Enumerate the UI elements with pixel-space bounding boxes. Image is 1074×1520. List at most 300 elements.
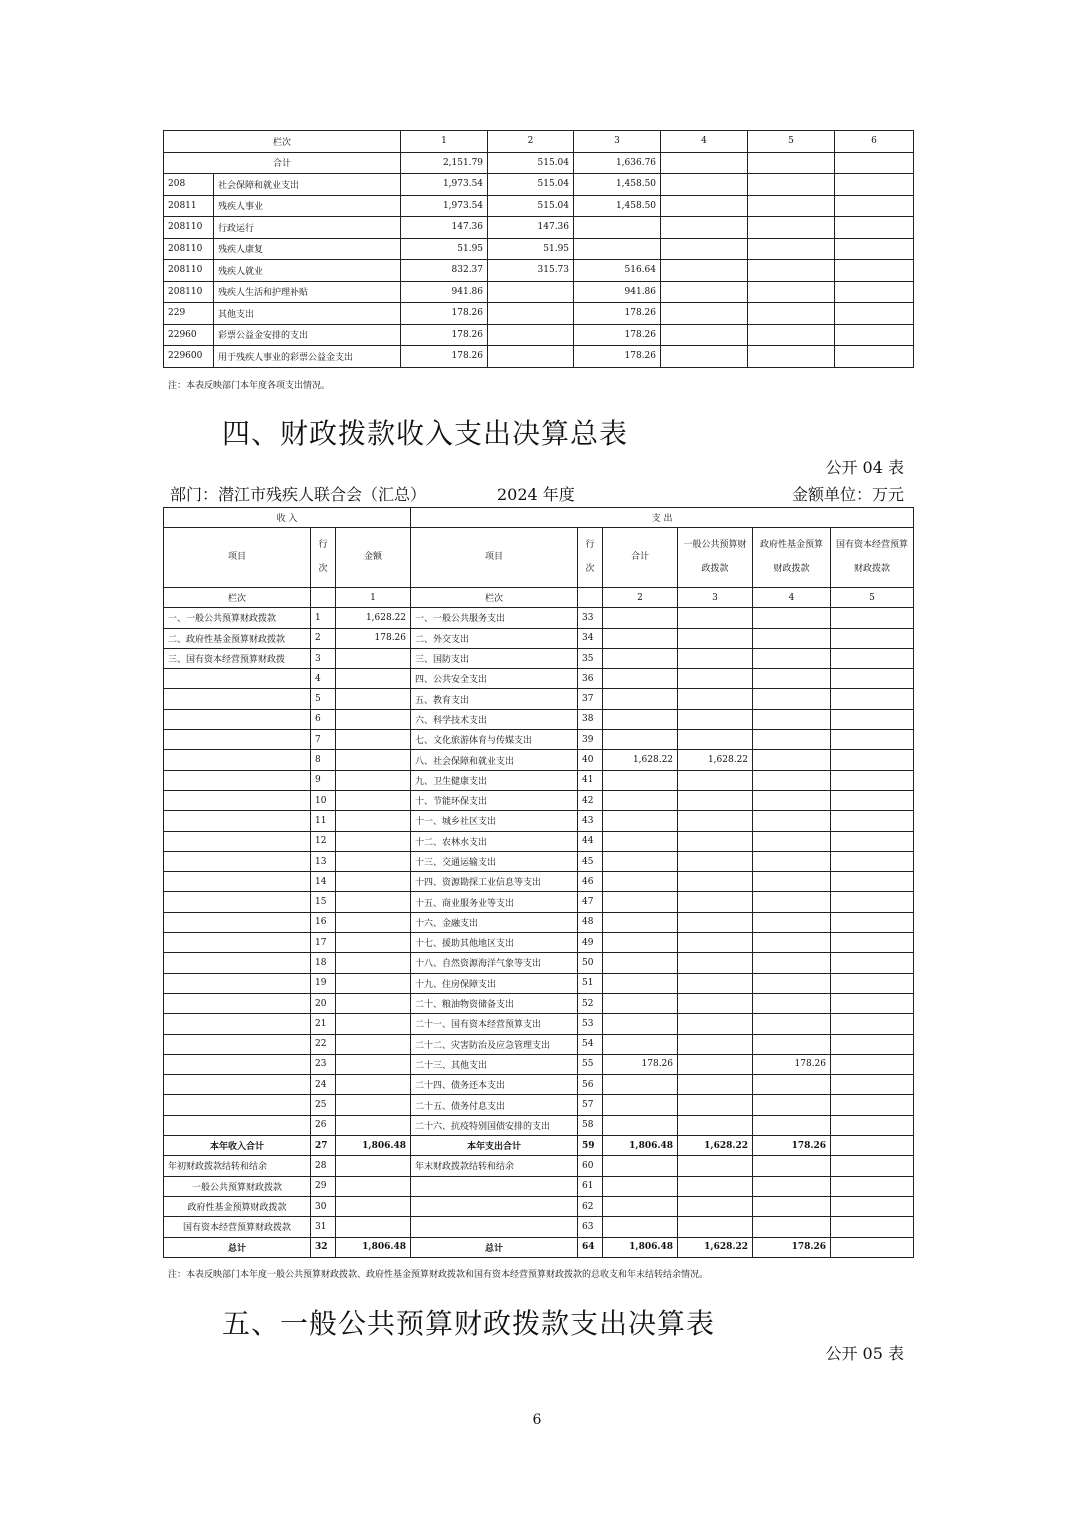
expense-value (753, 933, 831, 953)
expense-value (753, 628, 831, 648)
expense-value (678, 1095, 753, 1115)
income-item (164, 730, 311, 750)
expense-value (753, 912, 831, 932)
item-value: 147.36 (488, 217, 574, 239)
income-item (164, 750, 311, 770)
expense-value (678, 1196, 753, 1216)
expense-value (831, 1034, 914, 1054)
item-code: 208110 (164, 217, 214, 239)
form-number: 公开 04 表 (825, 458, 904, 477)
item-value (748, 195, 835, 217)
income-item (164, 973, 311, 993)
table-row (164, 892, 914, 912)
expense-value (753, 730, 831, 750)
item-value (661, 174, 748, 196)
expense-value (753, 689, 831, 709)
income-amount (336, 750, 411, 770)
expense-value (678, 669, 753, 689)
expense-value (831, 1136, 914, 1156)
income-item (164, 953, 311, 973)
expense-item: 十九、住房保障支出 (411, 973, 578, 993)
expense-value (678, 770, 753, 790)
income-item (164, 831, 311, 851)
item-code: 20811 (164, 195, 214, 217)
income-item (164, 790, 311, 810)
item-value (661, 260, 748, 282)
item-value (748, 281, 835, 303)
expense-value (603, 912, 678, 932)
item-value: 1,458.50 (574, 195, 661, 217)
expense-value (603, 608, 678, 628)
income-line: 8 (311, 750, 336, 770)
item-code: 229 (164, 303, 214, 325)
income-amount: 178.26 (336, 628, 411, 648)
table-row (164, 131, 914, 153)
expense-item: 五、教育支出 (411, 689, 578, 709)
expense-line: 39 (578, 730, 603, 750)
item-value (661, 217, 748, 239)
expense-value (831, 1237, 914, 1257)
income-amount (336, 770, 411, 790)
expense-value (678, 973, 753, 993)
income-amount (336, 1095, 411, 1115)
expense-value (831, 1196, 914, 1216)
expense-value (831, 872, 914, 892)
expense-line: 46 (578, 872, 603, 892)
expense-value (831, 1217, 914, 1237)
table-row (164, 608, 914, 628)
expense-value (753, 811, 831, 831)
expense-value: 178.26 (753, 1054, 831, 1074)
total-label: 合计 (164, 152, 401, 174)
expense-value: 1,806.48 (603, 1136, 678, 1156)
income-amount (336, 993, 411, 1013)
table-cell (311, 588, 336, 608)
table-row (164, 831, 914, 851)
table-row (164, 1176, 914, 1196)
item-value: 51.95 (488, 238, 574, 260)
expense-value (678, 831, 753, 851)
table-row (164, 933, 914, 953)
expense-value (753, 1014, 831, 1034)
expense-value (603, 1075, 678, 1095)
income-amount (336, 1054, 411, 1074)
expense-item: 二、外交支出 (411, 628, 578, 648)
total-value (748, 152, 835, 174)
income-amount (336, 1196, 411, 1216)
total-value (661, 152, 748, 174)
item-value: 941.86 (574, 281, 661, 303)
expense-value (753, 770, 831, 790)
table-row (164, 1054, 914, 1074)
expense-value (831, 790, 914, 810)
expense-value (678, 1014, 753, 1034)
expense-value (603, 811, 678, 831)
expense-value: 1,628.22 (603, 750, 678, 770)
income-line: 12 (311, 831, 336, 851)
table-row (164, 1217, 914, 1237)
expense-value (678, 892, 753, 912)
expense-item: 十三、交通运输支出 (411, 851, 578, 871)
expense-value (678, 872, 753, 892)
income-amount (336, 851, 411, 871)
expense-value (603, 993, 678, 1013)
expense-value (753, 669, 831, 689)
item-name: 残疾人就业 (214, 260, 401, 282)
table-row (164, 953, 914, 973)
item-value (835, 346, 914, 368)
table-row (164, 303, 914, 325)
year-label: 2024 年度 (497, 485, 575, 504)
income-amount (336, 1176, 411, 1196)
table-row (164, 973, 914, 993)
item-value: 941.86 (401, 281, 488, 303)
expense-value (831, 770, 914, 790)
expense-value (831, 628, 914, 648)
income-item: 三、国有资本经营预算财政拨 (164, 648, 311, 668)
expense-item: 十六、金融支出 (411, 912, 578, 932)
item-value: 178.26 (574, 346, 661, 368)
item-value (835, 195, 914, 217)
column-header: 6 (835, 131, 914, 153)
expense-value: 1,806.48 (603, 1237, 678, 1257)
expense-header: 支 出 (411, 508, 914, 528)
table-row (164, 238, 914, 260)
income-amount (336, 730, 411, 750)
income-item (164, 811, 311, 831)
expense-item: 二十三、其他支出 (411, 1054, 578, 1074)
income-amount (336, 648, 411, 668)
income-line: 13 (311, 851, 336, 871)
expense-line: 53 (578, 1014, 603, 1034)
total-row (164, 152, 914, 174)
expense-value (603, 730, 678, 750)
fiscal-summary-table (163, 507, 914, 1258)
expense-item: 二十二、灾害防治及应急管理支出 (411, 1034, 578, 1054)
income-item (164, 1054, 311, 1074)
income-line: 18 (311, 953, 336, 973)
table-note: 注：本表反映部门本年度各项支出情况。 (168, 381, 331, 391)
table-row (164, 750, 914, 770)
table-row (164, 346, 914, 368)
expense-line: 61 (578, 1176, 603, 1196)
table-row (164, 709, 914, 729)
income-amount (336, 1075, 411, 1095)
table-row (164, 648, 914, 668)
item-code: 229600 (164, 346, 214, 368)
income-amount (336, 709, 411, 729)
expense-value: 178.26 (753, 1237, 831, 1257)
item-value: 516.64 (574, 260, 661, 282)
expense-value (831, 1054, 914, 1074)
income-item (164, 892, 311, 912)
expense-item: 本年支出合计 (411, 1136, 578, 1156)
expense-value (831, 851, 914, 871)
item-value (574, 238, 661, 260)
expense-line: 40 (578, 750, 603, 770)
column-header: 1 (401, 131, 488, 153)
expense-line: 49 (578, 933, 603, 953)
expense-value (831, 933, 914, 953)
item-value (748, 174, 835, 196)
item-value: 1,973.54 (401, 174, 488, 196)
colnum: 5 (831, 588, 914, 608)
expense-value (753, 1176, 831, 1196)
expense-value (603, 1034, 678, 1054)
income-line: 21 (311, 1014, 336, 1034)
expense-value (831, 1176, 914, 1196)
table-row (164, 770, 914, 790)
expense-line: 33 (578, 608, 603, 628)
expense-value (753, 953, 831, 973)
expense-value (831, 689, 914, 709)
item-value: 1,458.50 (574, 174, 661, 196)
item-name: 残疾人康复 (214, 238, 401, 260)
income-item: 总计 (164, 1237, 311, 1257)
table-row (164, 872, 914, 892)
colnum-label: 栏次 (164, 588, 311, 608)
expense-value (603, 872, 678, 892)
income-line: 27 (311, 1136, 336, 1156)
total-value: 1,636.76 (574, 152, 661, 174)
income-amount (336, 669, 411, 689)
income-item: 政府性基金预算财政拨款 (164, 1196, 311, 1216)
table-note: 注：本表反映部门本年度一般公共预算财政拨款、政府性基金预算财政拨款和国有资本经营预算财政拨款的总收支和年末结转结余情况。 (168, 1270, 709, 1280)
item-value (835, 174, 914, 196)
expense-value (678, 648, 753, 668)
col-item: 项目 (411, 528, 578, 588)
income-amount (336, 831, 411, 851)
table-row (164, 1095, 914, 1115)
item-name: 社会保障和就业支出 (214, 174, 401, 196)
col-general: 一般公共预算财政拨款 (678, 528, 753, 588)
income-line: 14 (311, 872, 336, 892)
item-value (661, 238, 748, 260)
expense-value (678, 1034, 753, 1054)
table-row (164, 1075, 914, 1095)
item-value (488, 281, 574, 303)
expense-line: 42 (578, 790, 603, 810)
expense-value (753, 993, 831, 1013)
income-line: 22 (311, 1034, 336, 1054)
table-row (164, 811, 914, 831)
expense-value (603, 790, 678, 810)
table-row (164, 1034, 914, 1054)
table-row (164, 993, 914, 1013)
expense-value (678, 953, 753, 973)
income-item (164, 770, 311, 790)
item-value (574, 217, 661, 239)
item-value (661, 195, 748, 217)
expense-line: 43 (578, 811, 603, 831)
expense-value (831, 669, 914, 689)
section-title: 五、一般公共预算财政拨款支出决算表 (222, 1307, 716, 1340)
income-line: 5 (311, 689, 336, 709)
income-line: 24 (311, 1075, 336, 1095)
item-value (661, 346, 748, 368)
income-line: 4 (311, 669, 336, 689)
item-value (748, 217, 835, 239)
expense-value (603, 1176, 678, 1196)
expense-detail-table (163, 130, 914, 368)
expense-value (831, 648, 914, 668)
colnum: 3 (678, 588, 753, 608)
item-value: 51.95 (401, 238, 488, 260)
column-header: 2 (488, 131, 574, 153)
expense-value: 1,628.22 (678, 1237, 753, 1257)
item-code: 208110 (164, 260, 214, 282)
expense-value (753, 973, 831, 993)
expense-item: 十二、农林水支出 (411, 831, 578, 851)
expense-value (831, 892, 914, 912)
colnum: 4 (753, 588, 831, 608)
expense-value (753, 1217, 831, 1237)
item-value: 178.26 (401, 324, 488, 346)
table-row (164, 689, 914, 709)
income-amount (336, 933, 411, 953)
table-cell (578, 588, 603, 608)
table-row (164, 669, 914, 689)
expense-item: 二十五、债务付息支出 (411, 1095, 578, 1115)
col-total: 合计 (603, 528, 678, 588)
expense-value (831, 1115, 914, 1135)
expense-value (603, 669, 678, 689)
item-value (488, 346, 574, 368)
expense-value (603, 1115, 678, 1135)
expense-value (678, 933, 753, 953)
expense-line: 37 (578, 689, 603, 709)
income-amount (336, 811, 411, 831)
income-amount (336, 1034, 411, 1054)
expense-value (831, 1156, 914, 1176)
col-line: 行次 (578, 528, 603, 588)
table-row (164, 1156, 914, 1176)
expense-line: 57 (578, 1095, 603, 1115)
col-item: 项目 (164, 528, 311, 588)
item-name: 用于残疾人事业的彩票公益金支出 (214, 346, 401, 368)
table-row (164, 1014, 914, 1034)
income-amount: 1,806.48 (336, 1237, 411, 1257)
expense-value: 1,628.22 (678, 750, 753, 770)
income-line: 25 (311, 1095, 336, 1115)
item-value: 1,973.54 (401, 195, 488, 217)
expense-line: 60 (578, 1156, 603, 1176)
income-line: 10 (311, 790, 336, 810)
income-item (164, 1075, 311, 1095)
expense-value (753, 851, 831, 871)
expense-value (678, 1054, 753, 1074)
expense-item: 十八、自然资源海洋气象等支出 (411, 953, 578, 973)
expense-item: 十四、资源勘探工业信息等支出 (411, 872, 578, 892)
income-item (164, 709, 311, 729)
expense-line: 44 (578, 831, 603, 851)
expense-value (603, 831, 678, 851)
income-line: 9 (311, 770, 336, 790)
income-item: 年初财政拨款结转和结余 (164, 1156, 311, 1176)
expense-item: 七、文化旅游体育与传媒支出 (411, 730, 578, 750)
expense-value (831, 730, 914, 750)
section-title: 四、财政拨款收入支出决算总表 (222, 417, 629, 450)
expense-item: 十一、城乡社区支出 (411, 811, 578, 831)
total-value: 2,151.79 (401, 152, 488, 174)
expense-value: 178.26 (753, 1136, 831, 1156)
colnum-label: 栏次 (411, 588, 578, 608)
expense-value (603, 628, 678, 648)
expense-value (831, 1095, 914, 1115)
income-line: 28 (311, 1156, 336, 1176)
expense-item: 二十四、债务还本支出 (411, 1075, 578, 1095)
item-value (661, 324, 748, 346)
expense-line: 48 (578, 912, 603, 932)
income-line: 26 (311, 1115, 336, 1135)
income-item (164, 1014, 311, 1034)
income-item (164, 872, 311, 892)
income-line: 31 (311, 1217, 336, 1237)
page-number: 6 (532, 1412, 542, 1428)
expense-value: 178.26 (603, 1054, 678, 1074)
table-row (164, 912, 914, 932)
item-name: 残疾人事业 (214, 195, 401, 217)
item-value: 178.26 (574, 303, 661, 325)
expense-line: 58 (578, 1115, 603, 1135)
income-amount: 1,628.22 (336, 608, 411, 628)
income-amount (336, 1217, 411, 1237)
item-value (748, 303, 835, 325)
expense-value (678, 1176, 753, 1196)
income-item: 本年收入合计 (164, 1136, 311, 1156)
expense-value (678, 1075, 753, 1095)
income-amount (336, 689, 411, 709)
expense-value (603, 1196, 678, 1216)
item-value (835, 303, 914, 325)
col-state: 国有资本经营预算财政拨款 (831, 528, 914, 588)
expense-line: 50 (578, 953, 603, 973)
table-row (164, 281, 914, 303)
expense-value (753, 1075, 831, 1095)
item-value (488, 303, 574, 325)
expense-line: 59 (578, 1136, 603, 1156)
income-amount (336, 872, 411, 892)
table-row (164, 790, 914, 810)
expense-value (678, 730, 753, 750)
item-code: 208110 (164, 281, 214, 303)
colnum: 1 (336, 588, 411, 608)
item-value (661, 303, 748, 325)
expense-item (411, 1217, 578, 1237)
expense-value (831, 912, 914, 932)
expense-line: 63 (578, 1217, 603, 1237)
income-item (164, 993, 311, 1013)
total-value (835, 152, 914, 174)
item-value: 515.04 (488, 174, 574, 196)
item-name: 行政运行 (214, 217, 401, 239)
expense-value (678, 993, 753, 1013)
item-value: 178.26 (401, 303, 488, 325)
expense-value (603, 709, 678, 729)
income-amount (336, 1156, 411, 1176)
expense-value (753, 750, 831, 770)
expense-line: 38 (578, 709, 603, 729)
expense-item: 二十六、抗疫特别国债安排的支出 (411, 1115, 578, 1135)
expense-value (753, 608, 831, 628)
expense-item: 三、国防支出 (411, 648, 578, 668)
expense-value (603, 973, 678, 993)
item-name: 其他支出 (214, 303, 401, 325)
expense-value (831, 608, 914, 628)
income-amount (336, 912, 411, 932)
expense-value (753, 831, 831, 851)
item-value (835, 217, 914, 239)
